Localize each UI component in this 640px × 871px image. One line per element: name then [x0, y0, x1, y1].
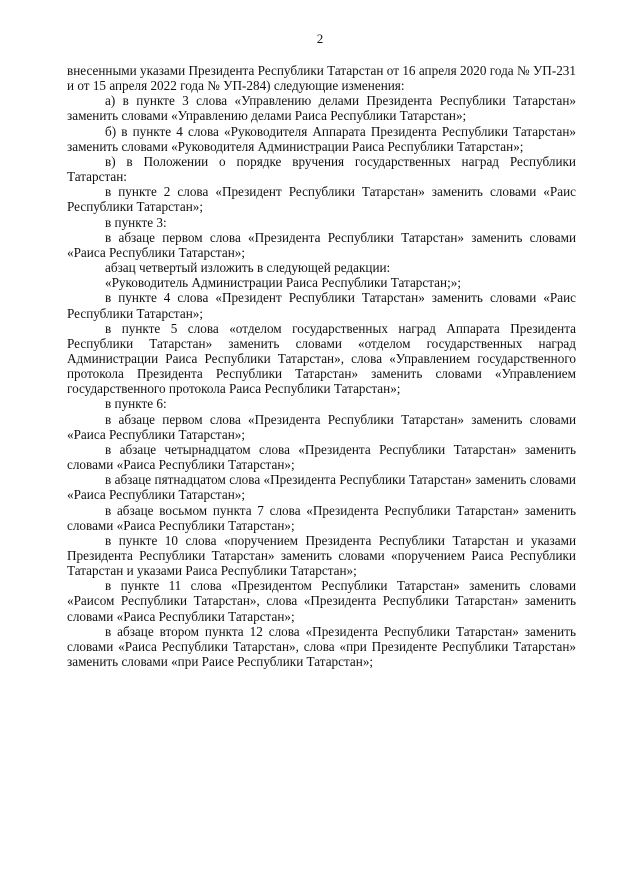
paragraph: в пункте 2 слова «Президент Республики Татарстан» заменить словами «Раис Республики Татарстан»; — [67, 184, 576, 215]
paragraph: в пункте 5 слова «отделом государственных наград Аппарата Президента Республики Татарстан» заменить словами «отделом государственных наград Администрации Раиса Республики Татарстан», слова «Управлением государственного протокола Президента Республики Татарстан» заменить словами «Управлением государственного протокола Раиса Республики Татарстан»; — [67, 320, 576, 397]
paragraph: б) в пункте 4 слова «Руководителя Аппарата Президента Республики Татарстан» заменить словами «Руководителя Администрации Раиса Республики Татарстан»; — [67, 123, 576, 154]
paragraph: «Руководитель Администрации Раиса Республики Татарстан;»; — [105, 275, 462, 291]
paragraph: в абзаце первом слова «Президента Республики Татарстан» заменить словами «Раиса Республики Татарстан»; — [67, 411, 576, 442]
paragraph: абзац четвертый изложить в следующей редакции: — [105, 260, 391, 276]
paragraph: а) в пункте 3 слова «Управлению делами Президента Республики Татарстан» заменить словами «Управлению делами Раиса Республики Татарстан»; — [67, 93, 576, 124]
paragraph: в пункте 6: — [105, 396, 167, 412]
paragraph: в абзаце первом слова «Президента Республики Татарстан» заменить словами «Раиса Республики Татарстан»; — [67, 229, 576, 260]
paragraph: в пункте 10 слова «поручением Президента Республики Татарстан и указами Президента Республики Татарстан» заменить словами «поручением Раиса Республики Татарстан и указами Раиса Республики Татарстан»; — [67, 532, 576, 579]
paragraph: в абзаце восьмом пункта 7 слова «Президента Республики Татарстан» заменить словами «Раиса Республики Татарстан»; — [67, 502, 576, 533]
page-number: 2 — [316, 31, 324, 46]
paragraph: в абзаце пятнадцатом слова «Президента Республики Татарстан» заменить словами «Раиса Республики Татарстан»; — [67, 472, 576, 503]
paragraph: в пункте 3: — [105, 214, 167, 230]
paragraph: в пункте 4 слова «Президент Республики Татарстан» заменить словами «Раис Республики Татарстан»; — [67, 290, 576, 321]
document-body — [67, 63, 576, 669]
paragraph: в пункте 11 слова «Президентом Республики Татарстан» заменить словами «Раисом Республики Татарстан», слова «Президента Республики Татарстан» заменить словами «Раиса Республики Татарстан»; — [67, 578, 576, 624]
paragraph: в абзаце четырнадцатом слова «Президента Республики Татарстан» заменить словами «Раиса Республики Татарстан»; — [67, 441, 576, 473]
paragraph: в) в Положении о порядке вручения государственных наград Республики Татарстан: — [67, 153, 576, 185]
paragraph: внесенными указами Президента Республики Татарстан от 16 апреля 2020 года № УП-231 и от 15 апреля 2022 года № УП-284) следующие изменения: — [67, 63, 576, 94]
paragraph: в абзаце втором пункта 12 слова «Президента Республики Татарстан» заменить словами «Раиса Республики Татарстан», слова «при Президенте Республики Татарстан» заменить словами «при Раисе Республики Татарстан»; — [67, 623, 576, 670]
